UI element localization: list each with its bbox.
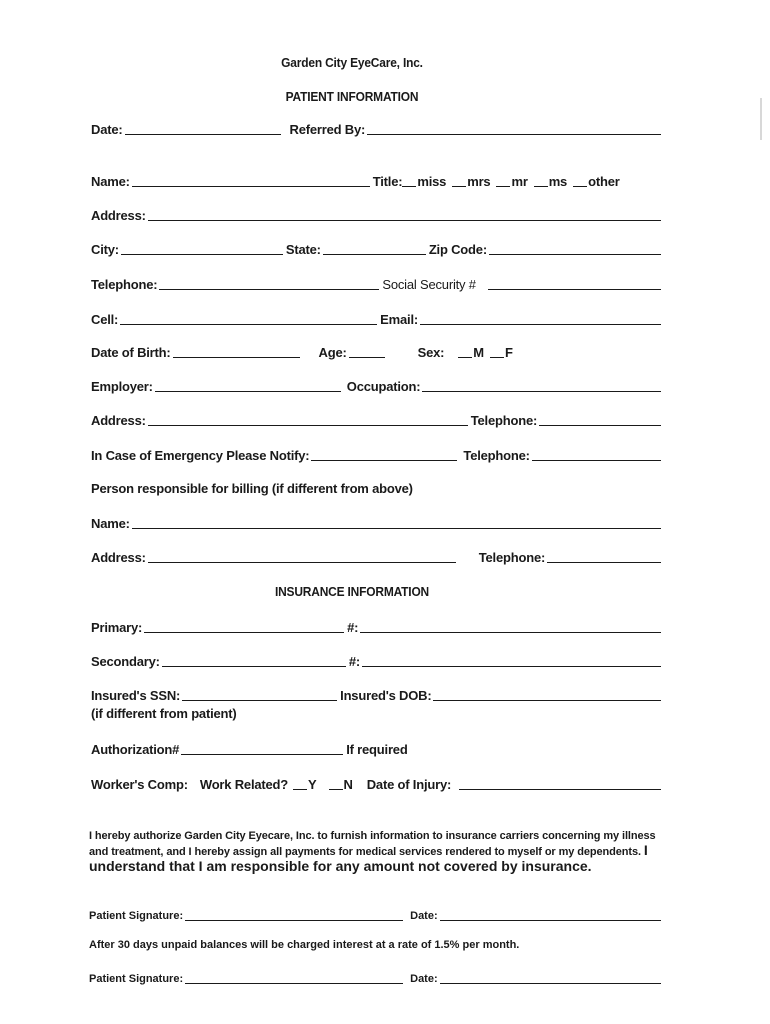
name-field[interactable] <box>132 175 370 187</box>
injury-date-field[interactable] <box>459 778 661 790</box>
title-option-miss[interactable]: miss <box>402 174 446 189</box>
city-field[interactable] <box>121 243 283 255</box>
billing-telephone-field[interactable] <box>547 551 661 563</box>
secondary-field[interactable] <box>162 655 346 667</box>
row-telephone-ssn <box>91 276 664 292</box>
row-signature-2 <box>89 970 664 986</box>
row-primary-insurance <box>91 619 664 635</box>
employer-telephone-field[interactable] <box>539 414 661 426</box>
row-billing-address <box>91 549 664 565</box>
ssn-label: Social Security # <box>382 277 476 292</box>
telephone-label: Telephone: <box>91 277 158 292</box>
row-secondary-insurance <box>91 653 664 669</box>
state-label: State: <box>285 242 321 257</box>
state-field[interactable] <box>323 243 426 255</box>
responsibility-statement: I understand that I am responsible for any amount not covered by insurance. <box>89 842 648 874</box>
authorization-field[interactable] <box>181 743 343 755</box>
signature-field-1[interactable] <box>185 910 403 921</box>
work-related-label: Work Related? <box>199 777 289 792</box>
billing-address-field[interactable] <box>148 551 456 563</box>
billing-telephone-label: Telephone: <box>478 550 546 565</box>
row-employer-address <box>91 412 664 428</box>
referred-by-field[interactable] <box>367 123 661 135</box>
emergency-contact-field[interactable] <box>311 449 457 461</box>
row-emergency <box>91 447 664 463</box>
dob-field[interactable] <box>173 346 300 358</box>
row-workers-comp <box>91 776 664 792</box>
authorization-suffix: If required <box>346 742 408 757</box>
email-field[interactable] <box>420 313 661 325</box>
row-name-title <box>91 173 664 189</box>
insured-note: (if different from patient) <box>91 706 237 721</box>
occupation-label: Occupation: <box>346 379 421 394</box>
date-field[interactable] <box>125 123 281 135</box>
employer-telephone-label: Telephone: <box>470 413 538 428</box>
signature-label-1: Patient Signature: <box>89 910 184 922</box>
authorization-statement <box>89 829 664 875</box>
billing-name-field[interactable] <box>132 517 661 529</box>
row-date-referred <box>91 121 664 137</box>
injury-date-label: Date of Injury: <box>366 777 452 792</box>
sex-option-m[interactable]: M <box>458 345 484 360</box>
cell-field[interactable] <box>120 313 377 325</box>
zip-field[interactable] <box>489 243 661 255</box>
ssn-field[interactable] <box>488 278 661 290</box>
row-dob-age-sex <box>91 344 664 360</box>
billing-heading: Person responsible for billing (if different from above) <box>91 481 413 496</box>
work-related-no[interactable]: N <box>329 777 353 792</box>
sex-option-f[interactable]: F <box>490 345 513 360</box>
city-label: City: <box>91 242 119 257</box>
signature-date-field-1[interactable] <box>440 910 661 921</box>
employer-address-field[interactable] <box>148 414 468 426</box>
signature-date-label-2: Date: <box>410 973 438 985</box>
emergency-label: In Case of Emergency Please Notify: <box>91 448 310 463</box>
primary-number-label: #: <box>347 620 359 635</box>
zip-label: Zip Code: <box>428 242 487 257</box>
interest-note: After 30 days unpaid balances will be charged interest at a rate of 1.5% per month. <box>89 939 520 951</box>
address-field[interactable] <box>148 209 661 221</box>
title-option-mr[interactable]: mr <box>496 174 527 189</box>
row-insured <box>91 687 664 703</box>
insured-dob-field[interactable] <box>433 689 661 701</box>
employer-field[interactable] <box>155 380 341 392</box>
row-billing-name <box>91 515 664 531</box>
section-title-patient: PATIENT INFORMATION <box>285 89 419 104</box>
employer-label: Employer: <box>91 379 153 394</box>
referred-by-label: Referred By: <box>289 122 366 137</box>
secondary-number-field[interactable] <box>362 655 661 667</box>
employer-address-label: Address: <box>91 413 146 428</box>
row-signature-1 <box>89 907 664 923</box>
emergency-telephone-label: Telephone: <box>463 448 530 463</box>
title-label: Title: <box>372 174 403 189</box>
name-label: Name: <box>91 174 130 189</box>
occupation-field[interactable] <box>422 380 661 392</box>
authorization-label: Authorization# <box>91 742 180 757</box>
billing-name-label: Name: <box>91 516 130 531</box>
row-authorization <box>91 741 664 757</box>
authorization-text: I hereby authorize Garden City Eyecare, Inc. to furnish information to insurance carriers concerning my illness and treatment, and I hereby assign all payments for medical services rendered to myself or my dependents. <box>89 830 656 858</box>
insured-ssn-field[interactable] <box>182 689 337 701</box>
title-option-mrs[interactable]: mrs <box>452 174 490 189</box>
row-address <box>91 207 664 223</box>
primary-label: Primary: <box>91 620 143 635</box>
row-city-state-zip <box>91 241 664 257</box>
workers-comp-label: Worker's Comp: <box>91 777 188 792</box>
insured-ssn-label: Insured's SSN: <box>91 688 181 703</box>
primary-field[interactable] <box>144 621 344 633</box>
row-cell-email <box>91 311 664 327</box>
email-label: Email: <box>380 312 418 327</box>
insured-dob-label: Insured's DOB: <box>340 688 432 703</box>
signature-date-label-1: Date: <box>410 910 438 922</box>
row-employer-occupation <box>91 378 664 394</box>
age-label: Age: <box>318 345 347 360</box>
secondary-number-label: #: <box>348 654 360 669</box>
section-title-insurance: INSURANCE INFORMATION <box>274 584 430 599</box>
company-name: Garden City EyeCare, Inc. <box>281 55 423 70</box>
title-option-ms[interactable]: ms <box>534 174 567 189</box>
billing-address-label: Address: <box>91 550 146 565</box>
sex-label: Sex: <box>417 345 445 360</box>
address-label: Address: <box>91 208 146 223</box>
age-field[interactable] <box>349 346 385 358</box>
cell-label: Cell: <box>91 312 119 327</box>
page-edge-shadow <box>760 98 766 140</box>
telephone-field[interactable] <box>159 278 379 290</box>
secondary-label: Secondary: <box>91 654 160 669</box>
title-option-other[interactable]: other <box>573 174 620 189</box>
signature-date-field-2[interactable] <box>440 973 661 984</box>
emergency-telephone-field[interactable] <box>532 449 661 461</box>
primary-number-field[interactable] <box>360 621 661 633</box>
dob-label: Date of Birth: <box>91 345 171 360</box>
work-related-yes[interactable]: Y <box>293 777 316 792</box>
signature-field-2[interactable] <box>185 973 403 984</box>
date-label: Date: <box>91 122 123 137</box>
signature-label-2: Patient Signature: <box>89 973 184 985</box>
